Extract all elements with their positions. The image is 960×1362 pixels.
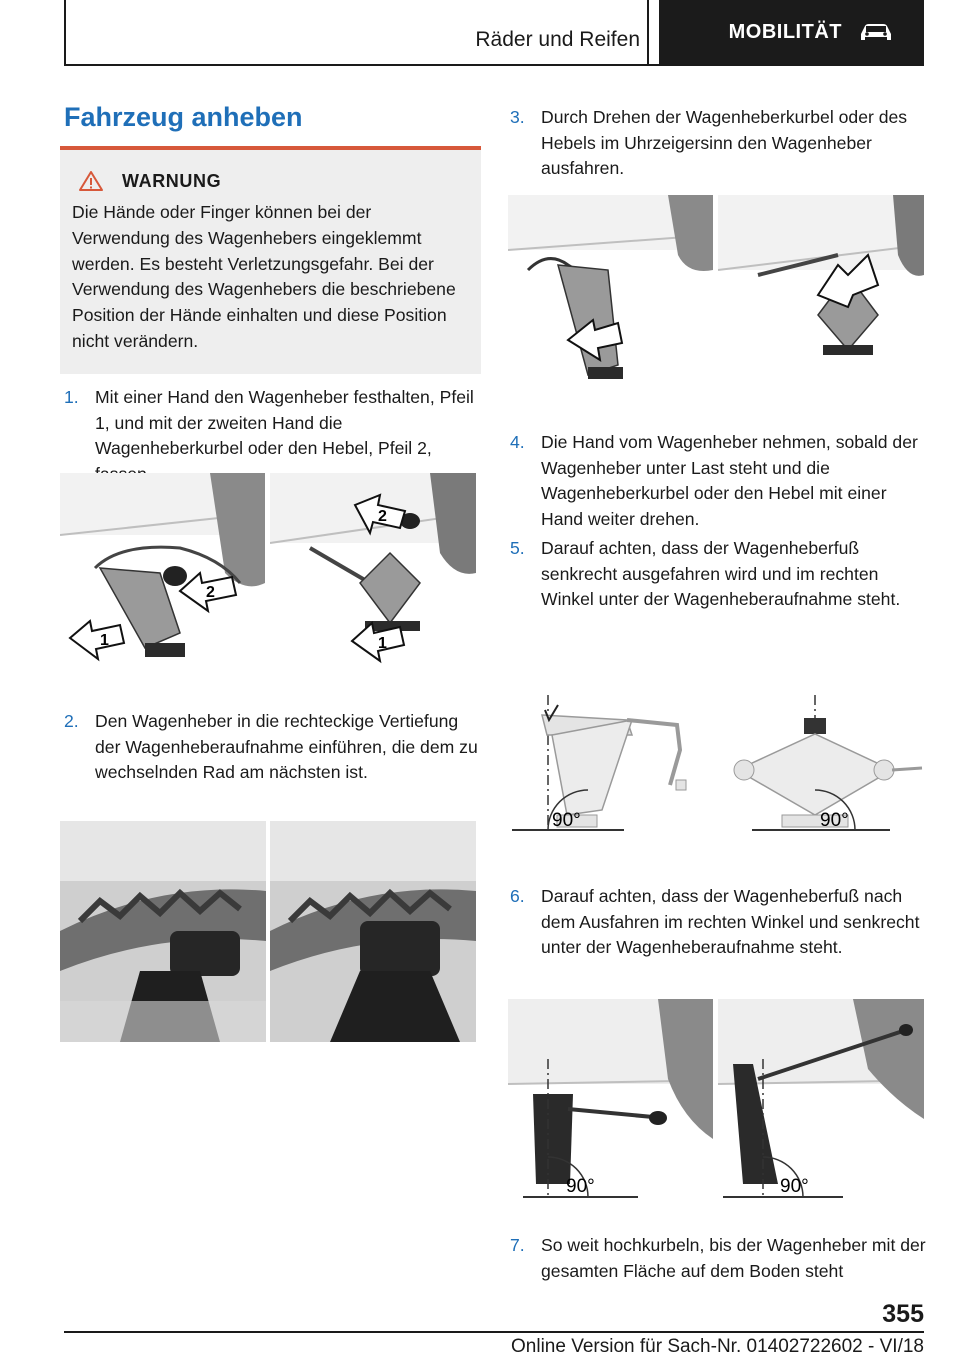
step-4: [510, 430, 926, 532]
angle-label: 90°: [566, 1176, 595, 1197]
warning-box: [60, 150, 481, 374]
arrow-label: 1: [378, 635, 387, 652]
step-number: 3.: [510, 107, 525, 127]
arrow-label: 1: [100, 632, 109, 649]
step-2: [64, 709, 480, 786]
step-text: So weit hochkurbeln, bis der Wagenheber mit der gesamten Fläche auf dem Boden steht: [541, 1235, 926, 1281]
step-text: Darauf achten, dass der Wagenheberfuß senkrecht ausgefahren wird und im rechten Winkel unter der Wagenheberaufnahme steht.: [541, 538, 901, 610]
figure-jack-hold: [60, 473, 476, 668]
figure-jack-right-angle-photo: [508, 999, 924, 1205]
page-number: 355: [882, 1300, 924, 1328]
step-number: 4.: [510, 432, 525, 452]
step-5: [510, 536, 926, 613]
car-icon: [858, 21, 894, 43]
step-7: [510, 1233, 926, 1284]
figure-right-angle-diagram: [512, 690, 924, 840]
step-text: Die Hand vom Wagenheber nehmen, sobald der Wagenheber unter Last steht und die Wagenheberkurbel oder den Hebel mit einer Hand weiter drehen.: [541, 432, 918, 529]
arrow-label: 2: [378, 508, 387, 525]
section-title: Räder und Reifen: [475, 28, 640, 51]
step-text: Durch Drehen der Wagenheberkurbel oder des Hebels im Uhrzeigersinn den Wagenheber ausfahren.: [541, 107, 908, 179]
step-text: Den Wagenheber in die rechteckige Vertiefung der Wagenheberaufnahme einführen, die dem zu wechselnden Rad am nächsten ist.: [95, 711, 478, 783]
figure-jack-crank: [508, 195, 924, 383]
angle-label: 90°: [820, 810, 849, 831]
chapter-label: MOBILITÄT: [728, 20, 842, 43]
step-number: 5.: [510, 538, 525, 558]
warning-triangle-icon: [78, 170, 104, 192]
arrow-label: 2: [206, 584, 215, 601]
step-text: Mit einer Hand den Wagenheber festhalten, Pfeil 1, und mit der zweiten Hand die Wagenheberkurbel oder den Hebel, Pfeil 2,: [95, 387, 474, 459]
step-text: Darauf achten, dass der Wagenheberfuß nach dem Ausfahren im rechten Winkel und senkrecht unter der Wagenheberaufnahme steht.: [541, 886, 920, 958]
chapter-tab[interactable]: [659, 0, 924, 64]
online-version-note: Online Version für Sach-Nr. 01402722602 - VI/18: [511, 1336, 924, 1357]
step-number: 7.: [510, 1235, 525, 1255]
header-left-divider: [64, 0, 66, 64]
step-number: 6.: [510, 886, 525, 906]
header-rule: [64, 64, 924, 66]
header-right-divider: [647, 0, 649, 64]
angle-label: 90°: [780, 1176, 809, 1197]
step-3: [510, 105, 926, 182]
angle-label: 90°: [552, 810, 581, 831]
warning-label: WARNUNG: [122, 170, 222, 191]
step-6: [510, 884, 926, 961]
step-number: 2.: [64, 711, 79, 731]
page-title: Fahrzeug anheben: [64, 102, 303, 132]
figure-jack-receptacle: [60, 821, 476, 1042]
step-number: 1.: [64, 387, 79, 407]
footer-rule: [64, 1331, 924, 1333]
warning-text: Die Hände oder Finger können bei der Verwendung des Wagenhebers eingeklemmt werden. Es besteht Verletzungsgefahr. Bei der Verwendung des Wagenhebers die beschriebene Position der Hände einhalten und diese Position nicht verändern.: [72, 202, 456, 351]
